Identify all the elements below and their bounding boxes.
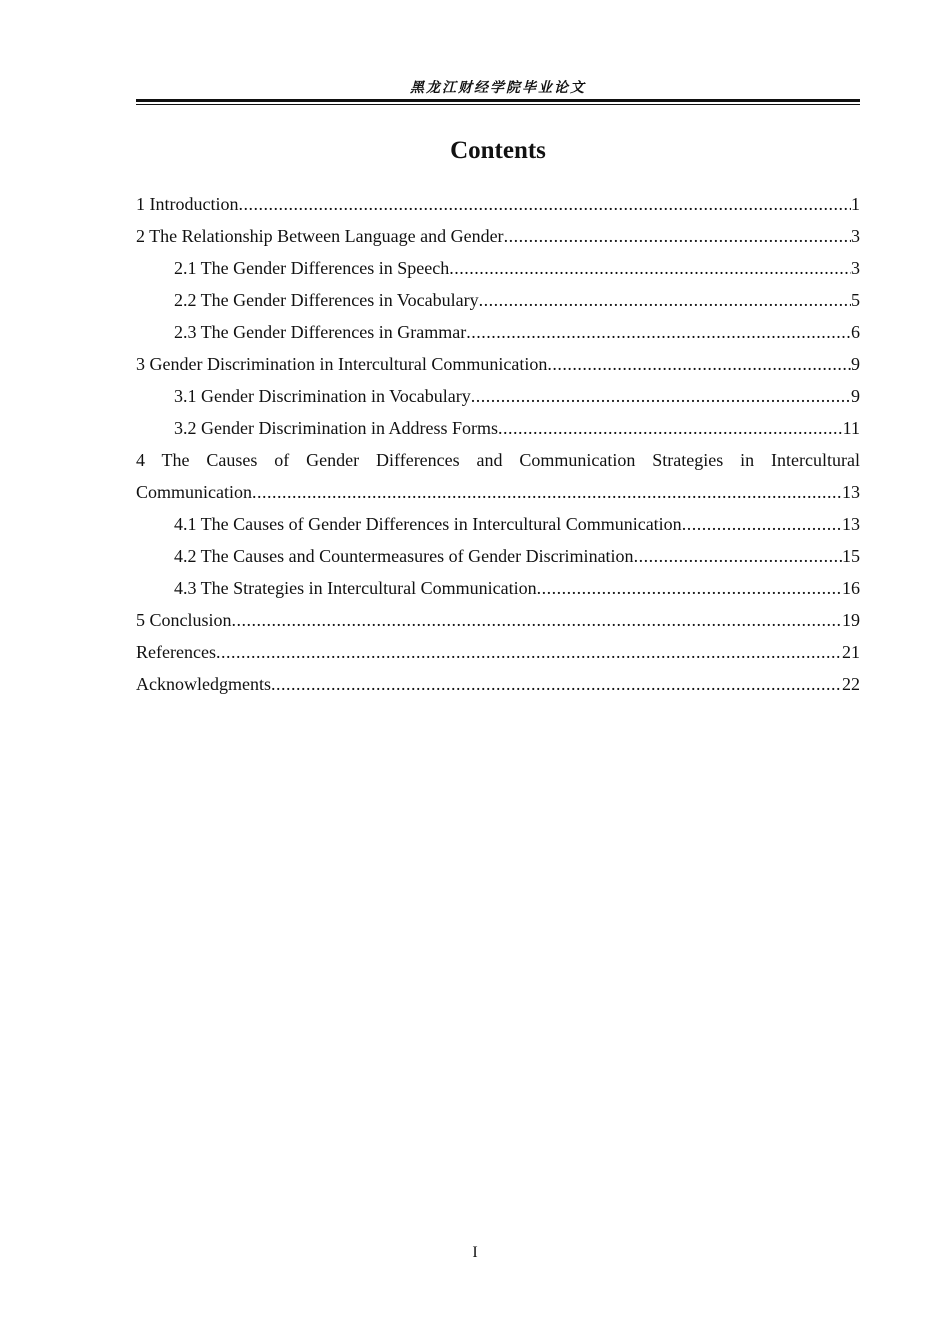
dot-leader [216, 636, 842, 668]
toc-entry-strategies[interactable] [136, 572, 860, 604]
toc-entry-label: References [136, 642, 216, 662]
dot-leader [238, 188, 851, 220]
dot-leader [271, 668, 842, 700]
toc-entry-label: 3 Gender Discrimination in Intercultural Communication [136, 354, 548, 374]
toc-entry-label-line1: 4 The Causes of Gender Differences and Communication Strategies in Intercultural [136, 450, 860, 470]
toc-entry-label: 3.1 Gender Discrimination in Vocabulary [174, 386, 471, 406]
dot-leader [547, 348, 851, 380]
contents-title: Contents [450, 137, 546, 164]
toc-entry-countermeasures[interactable] [136, 540, 860, 572]
toc-entry-label: 1 Introduction [136, 194, 239, 214]
dot-leader [466, 316, 851, 348]
dot-leader [504, 220, 851, 252]
toc-entry-page: 21 [842, 642, 860, 662]
toc-entry-label: 4.2 The Causes and Countermeasures of Gender Discrimination [174, 546, 634, 566]
dot-leader [498, 412, 843, 444]
table-of-contents [136, 188, 860, 700]
toc-entry-discrimination[interactable] [136, 348, 860, 380]
header-rule-thin [136, 104, 860, 105]
toc-entry-causes-strategies[interactable] [136, 444, 860, 508]
toc-entry-label: 2.3 The Gender Differences in Grammar [174, 322, 467, 342]
dot-leader [537, 572, 842, 604]
toc-entry-relationship[interactable] [136, 220, 860, 252]
toc-entry-introduction[interactable] [136, 188, 860, 220]
dot-leader [479, 284, 851, 316]
toc-entry-speech[interactable] [136, 252, 860, 284]
toc-entry-page: 5 [851, 290, 860, 310]
toc-entry-page: 1 [851, 194, 860, 214]
header-title: 黑龙江财经学院毕业论文 [410, 81, 586, 96]
toc-entry-label: Acknowledgments [136, 674, 271, 694]
header-rule-thick [136, 99, 860, 102]
toc-entry-acknowledgments[interactable] [136, 668, 860, 700]
toc-entry-label: 3.2 Gender Discrimination in Address Forms [174, 418, 498, 438]
page-header [136, 80, 860, 106]
toc-entry-label: 5 Conclusion [136, 610, 232, 630]
toc-entry-page: 3 [851, 258, 860, 278]
toc-entry-label: 2.1 The Gender Differences in Speech [174, 258, 450, 278]
toc-entry-discrimination-vocabulary[interactable] [136, 380, 860, 412]
dot-leader [471, 380, 851, 412]
toc-entry-label: 4.3 The Strategies in Intercultural Communication [174, 578, 537, 598]
dot-leader [232, 604, 842, 636]
toc-entry-page: 22 [842, 674, 860, 694]
toc-entry-page: 16 [842, 578, 860, 598]
toc-entry-second-line [136, 476, 860, 508]
toc-entry-vocabulary[interactable] [136, 284, 860, 316]
toc-entry-page: 13 [842, 514, 860, 534]
toc-entry-references[interactable] [136, 636, 860, 668]
toc-entry-conclusion[interactable] [136, 604, 860, 636]
page-number: I [472, 1244, 478, 1261]
toc-entry-page: 19 [842, 610, 860, 630]
toc-entry-page: 9 [851, 354, 860, 374]
dot-leader [252, 476, 842, 508]
dot-leader [682, 508, 842, 540]
toc-entry-address-forms[interactable] [136, 412, 860, 444]
dot-leader [634, 540, 842, 572]
toc-entry-label: 2 The Relationship Between Language and Gender [136, 226, 504, 246]
toc-entry-page: 6 [851, 322, 860, 342]
dot-leader [449, 252, 851, 284]
toc-entry-page: 13 [842, 482, 860, 502]
toc-entry-page: 11 [842, 418, 860, 438]
toc-entry-causes-differences[interactable] [136, 508, 860, 540]
toc-entry-label-line2: Communication [136, 482, 252, 502]
toc-entry-label: 2.2 The Gender Differences in Vocabulary [174, 290, 479, 310]
toc-entry-page: 15 [842, 546, 860, 566]
toc-entry-grammar[interactable] [136, 316, 860, 348]
toc-entry-page: 9 [851, 386, 860, 406]
toc-entry-label: 4.1 The Causes of Gender Differences in Intercultural Communication [174, 514, 682, 534]
toc-entry-page: 3 [851, 226, 860, 246]
